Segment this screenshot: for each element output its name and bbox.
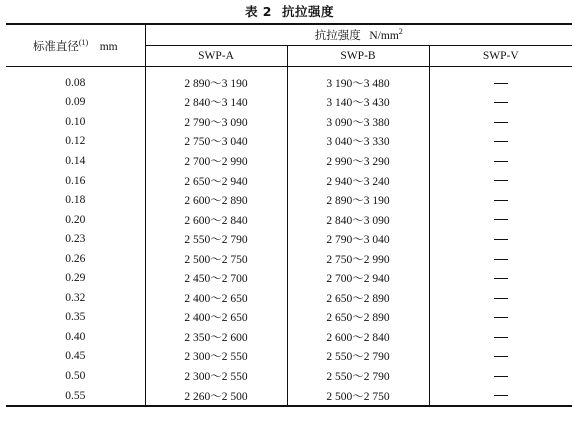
tensile-strength-table xyxy=(6,23,572,407)
diameter-cell: 0.16 xyxy=(65,174,86,187)
swp-b-cell: 3 190～3 480 xyxy=(287,67,429,93)
table-row xyxy=(6,268,572,288)
swp-a-cell: 2 600～2 890 xyxy=(145,190,287,210)
swp-a-cell: 2 260～2 500 xyxy=(145,386,287,407)
table-row xyxy=(6,190,572,210)
swp-v-cell xyxy=(429,229,572,249)
swp-v-cell xyxy=(429,268,572,288)
swp-b-cell: 2 940～3 240 xyxy=(287,171,429,191)
not-applicable-dash xyxy=(494,298,508,299)
swp-v-cell xyxy=(429,171,572,191)
diameter-cell: 0.50 xyxy=(65,369,86,382)
swp-b-cell: 2 650～2 890 xyxy=(287,308,429,328)
not-applicable-dash xyxy=(494,161,508,162)
table-row xyxy=(6,132,572,152)
grade-header-swp-b: SWP-B xyxy=(287,46,429,67)
not-applicable-dash xyxy=(494,376,508,377)
diameter-cell: 0.40 xyxy=(65,330,86,343)
not-applicable-dash xyxy=(494,356,508,357)
table-body xyxy=(6,67,572,407)
not-applicable-dash xyxy=(494,219,508,220)
not-applicable-dash xyxy=(494,141,508,142)
not-applicable-dash xyxy=(494,122,508,123)
swp-b-cell: 3 140～3 430 xyxy=(287,93,429,113)
table-row xyxy=(6,210,572,230)
diameter-label: 标准直径 xyxy=(32,40,79,53)
swp-v-cell xyxy=(429,308,572,328)
table-row xyxy=(6,67,572,93)
diameter-cell: 0.12 xyxy=(65,135,86,148)
swp-a-cell: 2 700～2 990 xyxy=(145,151,287,171)
table-row xyxy=(6,112,572,132)
not-applicable-dash xyxy=(494,317,508,318)
swp-v-cell xyxy=(429,249,572,269)
diameter-footnote-ref: (1) xyxy=(78,37,89,47)
swp-a-cell: 2 750～3 040 xyxy=(145,132,287,152)
swp-v-cell xyxy=(429,288,572,308)
diameter-cell: 0.14 xyxy=(65,154,86,167)
swp-v-cell xyxy=(429,386,572,407)
table-caption xyxy=(0,2,579,22)
swp-a-cell: 2 400～2 650 xyxy=(145,308,287,328)
table-row xyxy=(6,229,572,249)
diameter-cell: 0.23 xyxy=(65,233,86,246)
table-row xyxy=(6,347,572,367)
swp-v-cell xyxy=(429,327,572,347)
swp-b-cell: 2 790～3 040 xyxy=(287,229,429,249)
swp-v-cell xyxy=(429,347,572,367)
not-applicable-dash xyxy=(494,239,508,240)
not-applicable-dash xyxy=(494,278,508,279)
swp-a-cell: 2 500～2 750 xyxy=(145,249,287,269)
table-row xyxy=(6,171,572,191)
table-row xyxy=(6,327,572,347)
strength-unit-power: 2 xyxy=(398,27,403,37)
not-applicable-dash xyxy=(494,102,508,103)
diameter-cell: 0.32 xyxy=(65,291,86,304)
diameter-cell: 0.08 xyxy=(65,76,86,89)
diameter-cell: 0.20 xyxy=(65,213,86,226)
swp-b-cell: 2 550～2 790 xyxy=(287,347,429,367)
table-row xyxy=(6,151,572,171)
diameter-cell: 0.35 xyxy=(65,311,86,324)
swp-a-cell: 2 450～2 700 xyxy=(145,268,287,288)
swp-b-cell: 2 700～2 940 xyxy=(287,268,429,288)
table-row xyxy=(6,93,572,113)
grade-header-swp-v: SWP-V xyxy=(429,46,572,67)
swp-b-cell: 2 750～2 990 xyxy=(287,249,429,269)
swp-a-cell: 2 600～2 840 xyxy=(145,210,287,230)
swp-a-cell: 2 650～2 940 xyxy=(145,171,287,191)
table-number: 表 2 xyxy=(244,4,273,19)
table-title: 抗拉强度 xyxy=(282,4,335,19)
swp-a-cell: 2 300～2 550 xyxy=(145,347,287,367)
not-applicable-dash xyxy=(494,200,508,201)
diameter-unit: mm xyxy=(99,40,118,53)
diameter-cell: 0.26 xyxy=(65,252,86,265)
not-applicable-dash xyxy=(494,180,508,181)
swp-a-cell: 2 350～2 600 xyxy=(145,327,287,347)
swp-b-cell: 2 600～2 840 xyxy=(287,327,429,347)
diameter-cell: 0.18 xyxy=(65,194,86,207)
swp-a-cell: 2 400～2 650 xyxy=(145,288,287,308)
swp-b-cell: 3 040～3 330 xyxy=(287,132,429,152)
table-row xyxy=(6,386,572,407)
swp-v-cell xyxy=(429,366,572,386)
swp-b-cell: 2 500～2 750 xyxy=(287,386,429,407)
swp-a-cell: 2 790～3 090 xyxy=(145,112,287,132)
not-applicable-dash xyxy=(494,83,508,84)
strength-header xyxy=(145,24,572,46)
swp-b-cell: 2 650～2 890 xyxy=(287,288,429,308)
table-row xyxy=(6,249,572,269)
strength-unit: N/mm xyxy=(369,30,399,42)
swp-v-cell xyxy=(429,190,572,210)
swp-a-cell: 2 550～2 790 xyxy=(145,229,287,249)
not-applicable-dash xyxy=(494,395,508,396)
diameter-cell: 0.45 xyxy=(65,350,86,363)
swp-a-cell: 2 890～3 190 xyxy=(145,67,287,93)
swp-v-cell xyxy=(429,93,572,113)
diameter-header xyxy=(6,24,145,67)
swp-b-cell: 2 890～3 190 xyxy=(287,190,429,210)
swp-a-cell: 2 840～3 140 xyxy=(145,93,287,113)
swp-b-cell: 2 990～3 290 xyxy=(287,151,429,171)
swp-v-cell xyxy=(429,132,572,152)
strength-label: 抗拉强度 xyxy=(314,30,361,42)
swp-v-cell xyxy=(429,112,572,132)
swp-a-cell: 2 300～2 550 xyxy=(145,366,287,386)
grade-header-swp-a: SWP-A xyxy=(145,46,287,67)
not-applicable-dash xyxy=(494,337,508,338)
swp-b-cell: 2 840～3 090 xyxy=(287,210,429,230)
swp-b-cell: 2 550～2 790 xyxy=(287,366,429,386)
table-row xyxy=(6,288,572,308)
table-row xyxy=(6,308,572,328)
not-applicable-dash xyxy=(494,259,508,260)
diameter-cell: 0.55 xyxy=(65,389,86,402)
header-row xyxy=(6,24,572,46)
swp-b-cell: 3 090～3 380 xyxy=(287,112,429,132)
table-row xyxy=(6,366,572,386)
diameter-cell: 0.09 xyxy=(65,96,86,109)
diameter-cell: 0.10 xyxy=(65,115,86,128)
swp-v-cell xyxy=(429,67,572,93)
diameter-cell: 0.29 xyxy=(65,272,86,285)
swp-v-cell xyxy=(429,151,572,171)
swp-v-cell xyxy=(429,210,572,230)
